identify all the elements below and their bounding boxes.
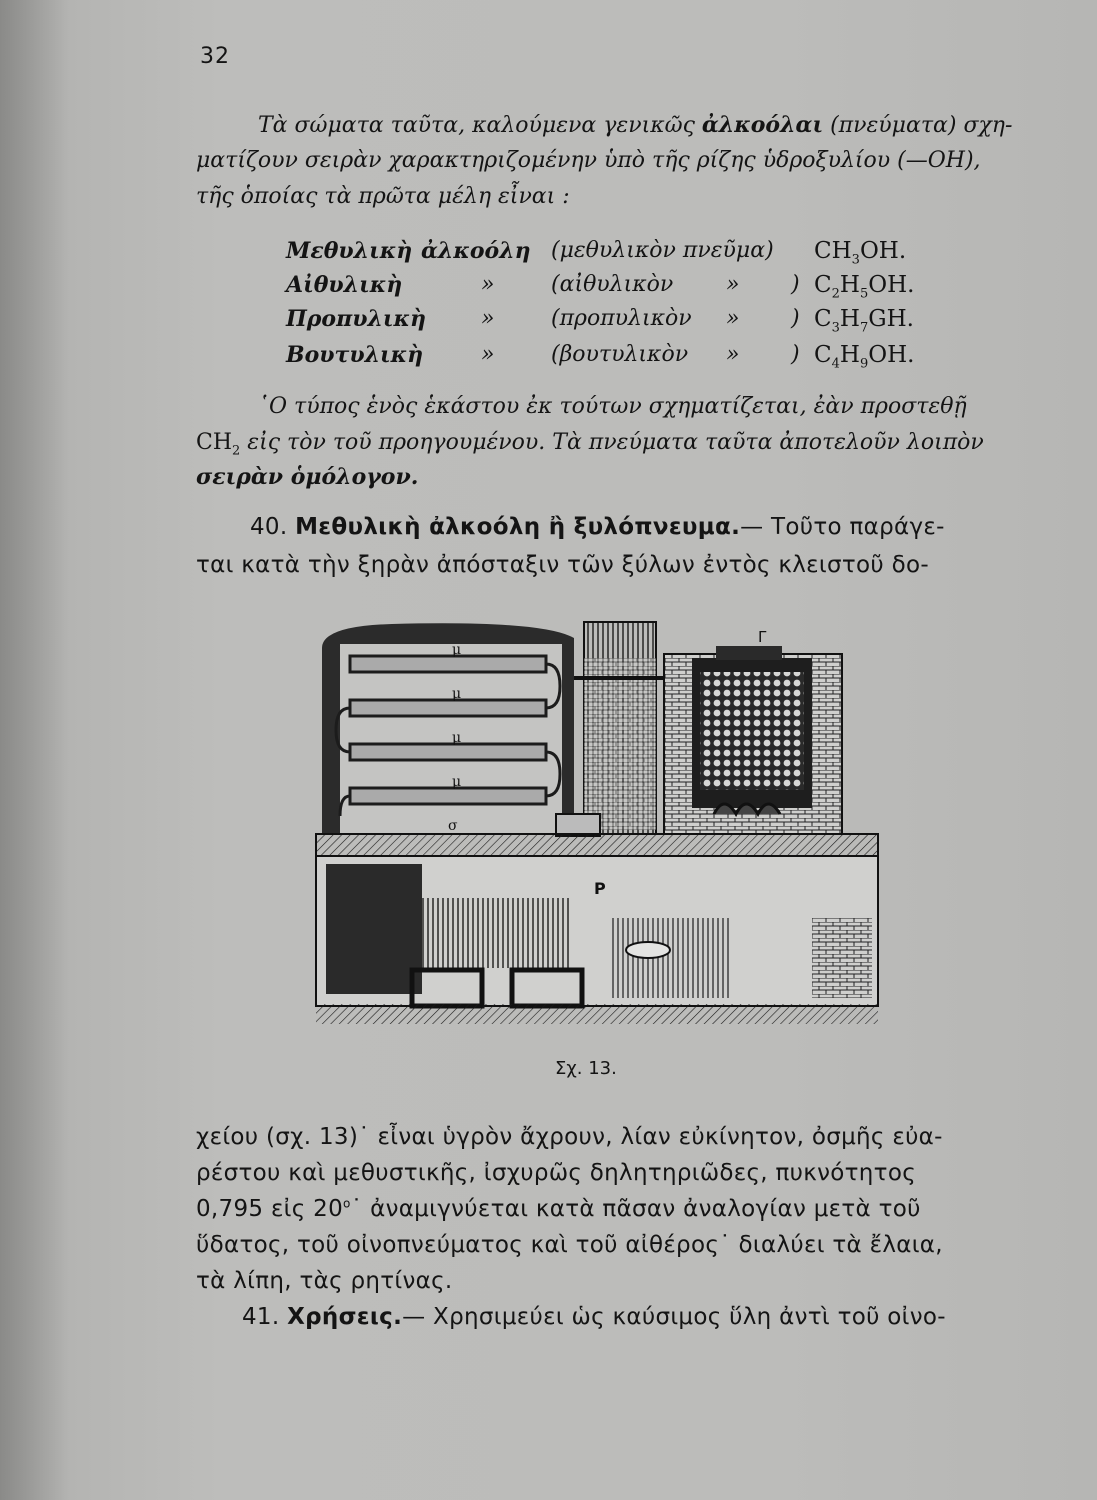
homolog-line-2-rest: εἰς τὸν τοῦ προηγουμένου. Τὰ πνεύματα ταῦτα ἀποτελοῦν λοιπὸν (240, 430, 984, 455)
label-rho: P (594, 879, 606, 898)
density-text: 0,795 εἰς 20 (196, 1196, 344, 1222)
distillation-apparatus-figure (312, 618, 882, 1043)
formula-subscript: 2 (831, 286, 840, 302)
intro-line-3: τῆς ὁποίας τὰ πρῶτα μέλη εἶναι : (196, 184, 570, 209)
label-mu-4: μ (452, 774, 462, 790)
alcohol-extra: ἀλκοόλη (421, 238, 531, 264)
chemical-formula (814, 306, 914, 336)
formula-part: OH. (859, 238, 907, 264)
section-40-line-2: ται κατὰ τὴν ξηρὰν ἀπόσταξιν τῶν ξύλων ἐντὸς κλειστοῦ δο- (196, 552, 929, 578)
label-mu-1: μ (452, 642, 462, 658)
label-sigma: σ (448, 818, 458, 834)
intro-line-1-start: Τὰ σώματα ταῦτα, καλούμενα γενικῶς (258, 113, 702, 138)
homolog-line-1: ῾Ο τύπος ἑνὸς ἑκάστου ἐκ τούτων σχηματίζεται, ἐὰν προστεθῇ (258, 394, 967, 419)
body-line-4: ὕδατος, τοῦ οἰνοπνεύματος καὶ τοῦ αἰθέρος˙ διαλύει τὰ ἔλαια, (196, 1232, 943, 1258)
alcohol-row (286, 342, 946, 372)
alcohol-name: Αἰθυλικὴ (286, 272, 403, 298)
body-line-3 (196, 1196, 921, 1222)
alcohol-common-name: (βουτυλικὸν (551, 342, 689, 367)
formula-part: CH (814, 238, 852, 264)
formula-part: C (814, 342, 832, 368)
formula-part: H (839, 306, 860, 332)
formula-subscript: 9 (859, 356, 869, 372)
alcohol-common-name: (αἰθυλικὸν (551, 272, 674, 297)
intro-line-1 (258, 112, 1012, 138)
formula-part: H (839, 342, 860, 368)
section-40-line-1-rest: — Τοῦτο παράγε- (740, 514, 945, 540)
section-41-title: Χρήσεις. (287, 1304, 403, 1330)
formula-part: OH. (868, 342, 915, 368)
ditto-mark: » (726, 306, 740, 331)
chemical-formula (814, 272, 914, 302)
chemical-formula (814, 342, 914, 372)
intro-line-2: ματίζουν σειρὰν χαρακτηριζομένην ὑπὸ τῆς ρίζης ὑδροξυλίου (—OH), (196, 148, 981, 173)
formula-part: GH. (868, 306, 914, 332)
formula-subscript: 3 (831, 320, 840, 336)
body-line-3-rest: ˙ ἀναμιγνύεται κατὰ πᾶσαν ἀναλογίαν μετὰ τοῦ (350, 1196, 921, 1222)
closing-paren: ) (791, 272, 800, 297)
formula-subscript: 7 (859, 320, 869, 336)
section-40-title: Μεθυλικὴ ἀλκοόλη ἢ ξυλόπνευμα. (295, 514, 741, 540)
ditto-mark: » (726, 342, 740, 367)
formula-part: OH. (868, 272, 915, 298)
alcohol-name: Προπυλικὴ (286, 306, 427, 332)
section-40-number: 40. (250, 514, 288, 540)
figure-caption: Σχ. 13. (555, 1058, 617, 1079)
condenser-housing (322, 623, 574, 834)
page-number: 32 (200, 44, 230, 69)
formula-subscript: 4 (831, 356, 840, 372)
alcohol-common-name: (προπυλικὸν (551, 306, 692, 331)
ditto-mark: » (481, 272, 495, 297)
body-line-5: τὰ λίπη, τὰς ρητίνας. (196, 1268, 453, 1294)
label-gamma: Γ (758, 628, 767, 646)
alcohol-row (286, 272, 946, 302)
alcohol-name: Βουτυλικὴ (286, 342, 424, 368)
ditto-mark: » (726, 272, 740, 297)
section-40-heading (250, 514, 945, 540)
chemical-formula (814, 238, 906, 268)
formula-subscript: 3 (851, 252, 860, 268)
formula-part: C (814, 272, 832, 298)
shelf-slab (316, 834, 878, 856)
formula-part: H (839, 272, 860, 298)
alcohol-row (286, 238, 946, 268)
intro-bold-term: ἀλκοόλαι (701, 112, 824, 138)
ditto-mark: » (481, 342, 495, 367)
degree-superscript: ο (343, 1196, 351, 1211)
section-41-number: 41. (242, 1304, 280, 1330)
alcohol-name: Μεθυλικὴ (286, 238, 413, 264)
page-edge-shadow (0, 0, 70, 1500)
body-line-2: ρέστου καὶ μεθυστικῆς, ἰσχυρῶς δηλητηριῶδες, πυκνότητος (196, 1160, 916, 1186)
homolog-line-2 (196, 430, 984, 458)
ditto-mark: » (481, 306, 495, 331)
ch2-formula: CH (196, 430, 233, 455)
homolog-line-3 (196, 464, 418, 490)
body-line-1: χείου (σχ. 13)˙ εἶναι ὑγρὸν ἄχρουν, λίαν εὐκίνητον, ὀσμῆς εὐα- (196, 1124, 943, 1150)
label-mu-3: μ (452, 730, 462, 746)
section-41-line-1-rest: — Χρησιμεύει ὡς καύσιμος ὕλη ἀντὶ τοῦ οἰνο- (402, 1304, 946, 1330)
closing-paren: ) (791, 306, 800, 331)
formula-subscript: 5 (859, 286, 869, 302)
ch2-subscript: 2 (232, 443, 241, 459)
section-41-heading (242, 1304, 946, 1330)
formula-part: C (814, 306, 832, 332)
closing-paren: ) (791, 342, 800, 367)
label-mu-2: μ (452, 686, 462, 702)
alcohol-common-name: (μεθυλικὸν πνεῦμα) (551, 238, 774, 263)
retort-furnace (664, 628, 842, 834)
lower-cellar (316, 856, 878, 1024)
intro-line-1-end: (πνεύματα) σχη- (823, 113, 1013, 138)
homolog-bold-term: σειρὰν ὁμόλογον. (196, 464, 419, 490)
alcohol-row (286, 306, 946, 336)
